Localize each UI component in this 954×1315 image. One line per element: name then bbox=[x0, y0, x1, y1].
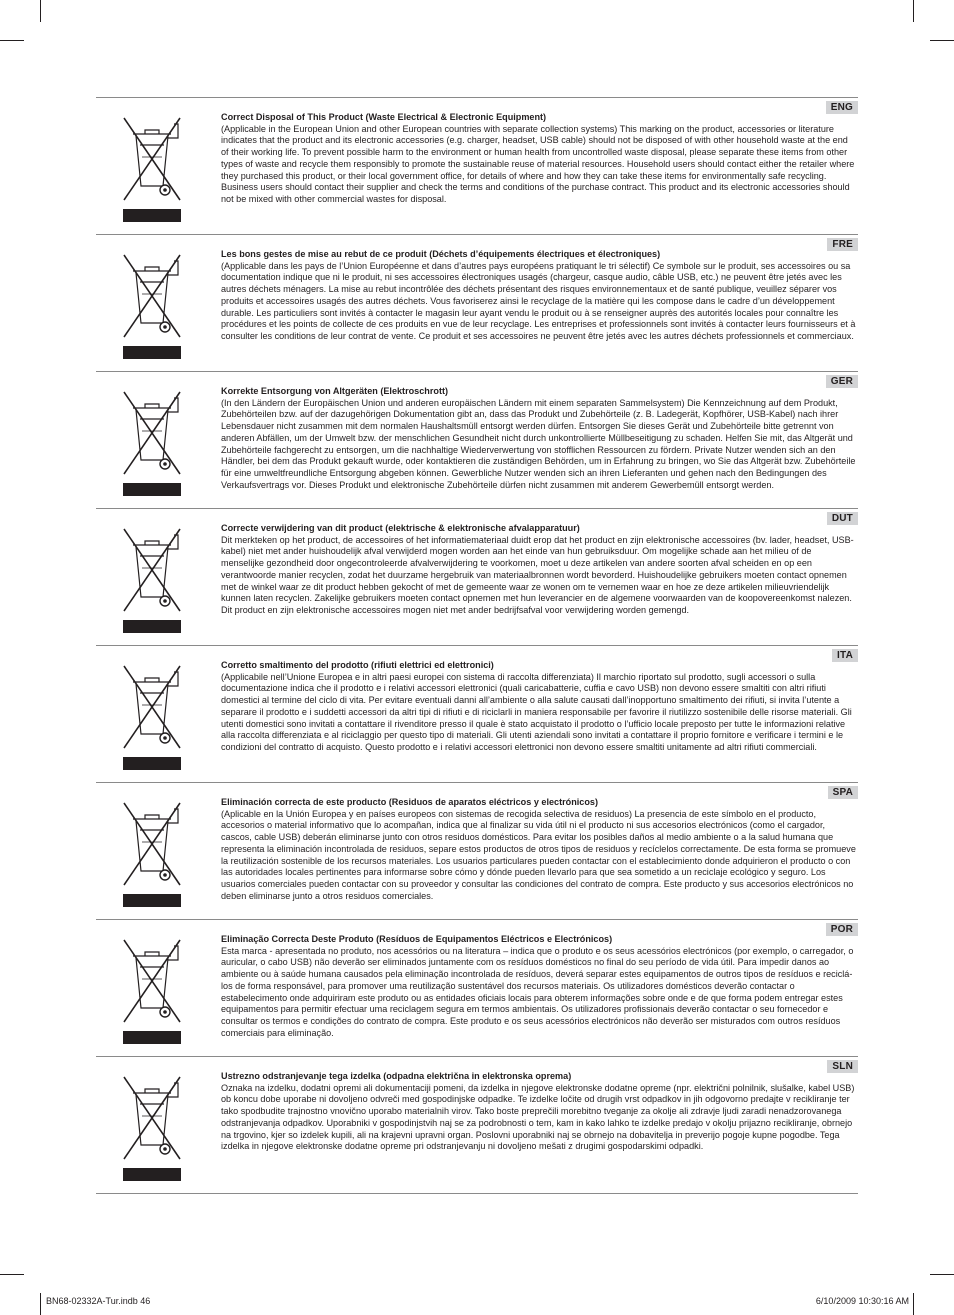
crop-mark bbox=[913, 0, 914, 22]
footer-timestamp: 6/10/2009 10:30:16 AM bbox=[815, 1296, 909, 1306]
section-sln bbox=[96, 1056, 858, 1194]
section-title: Corretto smaltimento del prodotto (rifiuti elettrici ed elettronici) bbox=[221, 660, 494, 670]
crossed-out-bin-icon bbox=[120, 660, 184, 770]
section-body: (Applicabile nell’Unione Europea e in altri paesi europei con sistema di raccolta differenziata) Il marchio riportato sul prodotto, sugli accessori o sulla documentazione indica che il prodotto e i relativi accessori elettronici (quali caricabatterie, cuffia e cavo USB) non devono essere smaltiti con altri rifiuti domestici al termine del ciclo di vita. Per evitare eventuali danni all’ambiente o alla salute causati dall’inopportuno smaltimento dei rifiuti, si invita l’utente a separare il prodotto e i suddetti accessori da altri tipi di rifiuti e di riciclarli in maniera responsabile per favorire il riutilizzo sostenibile delle risorse materiali. Gli utenti domestici sono invitati a contattare il rivenditore presso il quale è stato acquistato il prodotto o l’ufficio locale preposto per tutte le informazioni relative alla raccolta differenziata e al riciclaggio per questo tipo di materiali. Gli utenti aziendali sono invitati a contattare il proprio fornitore e verificare i termini e le condizioni del contratto di acquisto. Questo prodotto e i relativi accessori elettronici non devono essere smaltiti unitamente ad altri rifiuti commerciali. bbox=[221, 671, 852, 752]
section-ita bbox=[96, 645, 858, 782]
section-body: Dit merkteken op het product, de accessoires of het informatiemateriaal duidt erop dat het product en zijn elektronische accessoires (bv. lader, headset, USB-kabel) niet met ander huishoudelijk afval verwijderd mogen worden aan het einde van hun gebruiksduur. Om mogelijke schade aan het milieu of de menselijke gezondheid door ongecontroleerde afvalverwijdering te voorkomen, moet u deze artikelen van andere soorten afval scheiden en op een verantwoorde manier recyclen, zodat het duurzame hergebruik van materiaalbronnen wordt bevorderd. Huishoudelijke gebruikers moeten contact opnemen met de winkel waar ze dit product hebben gekocht of met de gemeente waar ze wonen om te vernemen waar en hoe ze deze artikelen milieuvriendelijk kunnen laten recyclen. Zakelijke gebruikers moeten contact opnemen met hun leverancier en de algemene voorwaarden van de koopovereenkomst nalezen. Dit product en zijn elektronische accessoires mogen niet met ander bedrijfsafval voor verwijdering worden gemengd. bbox=[221, 534, 854, 615]
section-text bbox=[221, 1071, 856, 1153]
section-text bbox=[221, 660, 856, 754]
crossed-out-bin-icon bbox=[120, 797, 184, 907]
language-badge: ITA bbox=[832, 649, 858, 662]
crossed-out-bin-icon bbox=[120, 112, 184, 222]
section-text bbox=[221, 523, 856, 617]
language-badge: DUT bbox=[827, 512, 858, 525]
section-ger bbox=[96, 371, 858, 508]
section-body: Esta marca - apresentada no produto, nos acessórios ou na literatura – indica que o produto e os seus acessórios electrónicos (por exemplo, o carregador, o auricular, o cabo USB) não deverão ser eliminados juntamente com os resíduos domésticos no final do seu período de vida útil. Para impedir danos ao ambiente ou à saúde humana causados pela eliminação incontrolada de resíduos, deverá separar estes equipamentos de outros tipos de resíduos e reciclá-los de forma responsável, para promover uma reutilização sustentável dos recursos materiais. Os utilizadores domésticos deverão contactar o estabelecimento onde adquiriram este produto ou as entidades oficiais locais para obterem informações sobre onde e de que forma podem entregar estes equipamentos para permitir efectuar uma reciclagem segura em termos ambientais. Os utilizadores profissionais deverão contactar o seu fornecedor e consultar os termos e condições do contrato de compra. Este produto e os seus acessórios electrónicos não deverão ser misturados com outros resíduos comerciais para eliminação. bbox=[221, 945, 854, 1038]
language-badge: POR bbox=[826, 923, 858, 936]
language-badge: FRE bbox=[827, 238, 858, 251]
crossed-out-bin-icon bbox=[120, 934, 184, 1044]
language-badge: SLN bbox=[827, 1060, 858, 1073]
crossed-out-bin-icon bbox=[120, 1071, 184, 1181]
crop-mark bbox=[0, 40, 24, 41]
crop-mark bbox=[930, 40, 954, 41]
section-text bbox=[221, 249, 856, 343]
section-spa bbox=[96, 782, 858, 919]
language-badge: SPA bbox=[828, 786, 858, 799]
crop-mark bbox=[930, 1274, 954, 1275]
crossed-out-bin-icon bbox=[120, 386, 184, 496]
section-body: (Aplicable en la Unión Europea y en países europeos con sistemas de recogida selectiva de residuos) La presencia de este símbolo en el producto, accesorios o material informativo que lo acompañan, indica que al finalizar su vida útil ni el producto ni sus accesorios electrónicos (como el cargador, cascos, cable USB) deberán eliminarse junto con otros residuos domésticos. Para evitar los posibles daños al medio ambiente o a la salud humana que representa la eliminación incontrolada de residuos, separe estos productos de otros tipos de residuos y recíclelos correctamente. De esta forma se promueve la reutilización sostenible de los recursos materiales. Los usuarios particulares pueden contactar con el establecimiento donde adquirieron el producto o con las autoridades locales pertinentes para informarse sobre cómo y dónde pueden llevarlo para que sea sometido a un reciclaje ecológico y seguro. Los usuarios comerciales pueden contactar con su proveedor y consultar las condiciones del contrato de compra. Este producto y sus accesorios electrónicos no deben eliminarse junto a otros residuos comerciales. bbox=[221, 808, 856, 901]
section-body: (In den Ländern der Europäischen Union und anderen europäischen Ländern mit einem separaten Sammelsystem) Die Kennzeichnung auf dem Produkt, Zubehörteilen bzw. auf der dazugehörigen Dokumentation gibt an, dass das Produkt und Zubehörteile (z. B. Ladegerät, Kopfhörer, USB-Kabel) nach ihrer Lebensdauer nicht zusammen mit dem normalen Haushaltsmüll entsorgt werden dürfen. Entsorgen Sie dieses Gerät und Zubehörteile bitte getrennt von anderen Abfällen, um der Umwelt bzw. der menschlichen Gesundheit nicht durch unkontrollierte Müllbeseitigung zu schaden. Helfen Sie mit, das Altgerät und Zubehörteile fachgerecht zu entsorgen, um die nachhaltige Wiederverwertung von stofflichen Ressourcen zu fördern. Private Nutzer wenden sich an den Händler, bei dem das Produkt gekauft wurde, oder kontaktieren die zuständigen Behörden, um in Erfahrung zu bringen, wo Sie das Altgerät bzw. Zubehörteile für eine umweltfreundliche Entsorgung abgeben können. Gewerbliche Nutzer wenden sich an ihren Lieferanten und gehen nach den Bedingungen des Verkaufsvertrags vor. Dieses Produkt und elektronische Zubehörteile dürfen nicht zusammen mit anderem Gewerbemüll entsorgt werden. bbox=[221, 397, 856, 490]
section-title: Ustrezno odstranjevanje tega izdelka (odpadna električna in elektronska oprema) bbox=[221, 1071, 572, 1081]
section-title: Les bons gestes de mise au rebut de ce produit (Déchets d’équipements électriques et électroniques) bbox=[221, 249, 661, 259]
section-text bbox=[221, 934, 856, 1039]
section-body: Oznaka na izdelku, dodatni opremi ali dokumentaciji pomeni, da izdelka in njegove elektronske dodatne opreme (npr. električni polnilnik, slušalke, kabel USB) ob koncu dobe uporabe ni dovoljeno odvreči med gospodinjske odpadke. Te izdelke ločite od drugih vrst odpadkov in jih odgovorno predajte v recikliranje ter tako spodbudite trajnostno vnovično uporabo materialnih virov. Tako boste preprečili morebitno tveganje za okolje ali zdravje ljudi zaradi nenadzorovanega odstranjevanja odpadkov. Uporabniki v gospodinjstvih naj se za podrobnosti o tem, kam in kako lahko te izdelke predajo v okolju prijazno recikliranje, obrnejo na trgovino, kjer so izdelek kupili, ali na krajevni upravni organ. Poslovni uporabniki naj se obrnejo na dobavitelja in preverijo pogoje kupne pogodbe. Tega izdelka in njegove elektronske dodatne opreme pri odstranjevanju ni dovoljeno mešati z drugimi gospodarskimi odpadki. bbox=[221, 1082, 855, 1152]
section-text bbox=[221, 112, 856, 206]
section-title: Correcte verwijdering van dit product (elektrische & elektronische afvalapparatuur) bbox=[221, 523, 580, 533]
language-badge: ENG bbox=[826, 101, 858, 114]
section-title: Korrekte Entsorgung von Altgeräten (Elektroschrott) bbox=[221, 386, 449, 396]
section-text bbox=[221, 386, 856, 491]
section-por bbox=[96, 919, 858, 1056]
crop-mark bbox=[913, 1293, 914, 1315]
section-title: Eliminación correcta de este producto (Residuos de aparatos eléctricos y electrónicos) bbox=[221, 797, 599, 807]
section-title: Eliminação Correcta Deste Produto (Resíduos de Equipamentos Eléctricos e Electrónicos) bbox=[221, 934, 613, 944]
crop-mark bbox=[40, 1293, 41, 1315]
footer-file-info: BN68-02332A-Tur.indb 46 bbox=[46, 1296, 151, 1306]
section-dut bbox=[96, 508, 858, 645]
crossed-out-bin-icon bbox=[120, 523, 184, 633]
language-badge: GER bbox=[826, 375, 858, 388]
section-eng bbox=[96, 97, 858, 234]
section-text bbox=[221, 797, 856, 902]
crop-mark bbox=[40, 0, 41, 22]
section-body: (Applicable in the European Union and other European countries with separate collection systems) This marking on the product, accessories or literature indicates that the product and its electronic accessories (e.g. charger, headset, USB cable) should not be disposed of with other household waste at the end of their working life. To prevent possible harm to the environment or human health from uncontrolled waste disposal, please separate these items from other types of waste and recycle them responsibly to promote the sustainable reuse of material resources. Household users should contact either the retailer where they purchased this product, or their local government office, for details of where and how they can take these items for environmentally safe recycling. Business users should contact their supplier and check the terms and conditions of the purchase contract. This product and its electronic accessories should not be mixed with other commercial wastes for disposal. bbox=[221, 123, 855, 204]
crop-mark bbox=[0, 1274, 24, 1275]
crossed-out-bin-icon bbox=[120, 249, 184, 359]
section-fre bbox=[96, 234, 858, 371]
section-body: (Applicable dans les pays de l’Union Européenne et dans d’autres pays européens pratiquant le tri sélectif) Ce symbole sur le produit, ses accessoires ou sa documentation indique que ni le produit, ni ses accessoires électroniques usagés (chargeur, casque audio, câble USB, etc.) ne peuvent être jetés avec les autres déchets ménagers. La mise au rebut incontrôlée des déchets présentant des risques environnementaux et de santé publique, veuillez séparer vos produits et accessoires usagés des autres déchets. Vous favoriserez ainsi le recyclage de la matière qui les compose dans le cadre d’un développement durable. Les particuliers sont invités à contacter le magasin leur ayant vendu le produit ou à se renseigner auprès des autorités locales pour connaître les procédures et les points de collecte de ces produits en vue de leur recyclage. Les entreprises et professionnels sont invités à contacter leurs fournisseurs et à consulter les conditions de leur contrat de vente. Ce produit et ses accessoires ne peuvent être jetés avec les autres déchets professionnels et commerciaux. bbox=[221, 260, 856, 341]
section-title: Correct Disposal of This Product (Waste Electrical & Electronic Equipment) bbox=[221, 112, 547, 122]
disposal-notice-list bbox=[96, 97, 858, 1194]
